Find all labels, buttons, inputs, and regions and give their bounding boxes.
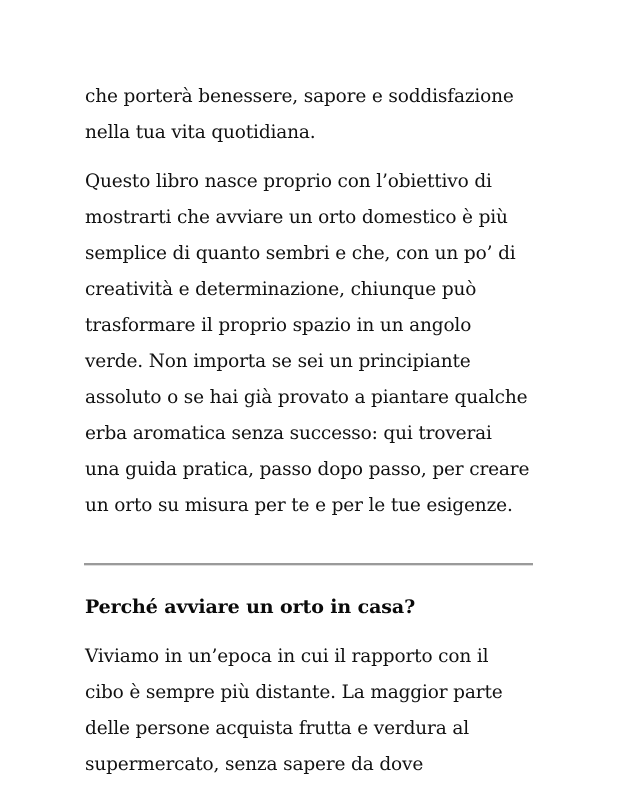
purpose-paragraph [85,164,545,524]
text-line: mostrarti che avviare un orto domestico è più [85,207,508,228]
text-line: Viviamo in un’epoca in cui il rapporto con il [85,646,489,667]
text-line: verde. Non importa se sei un principiante [85,351,471,372]
text-line: che porterà benessere, sapore e soddisfazione [85,86,514,107]
text-line: trasformare il proprio spazio in un angolo [85,315,472,336]
text-line: cibo è sempre più distante. La maggior parte [85,682,503,703]
text-line: un orto su misura per te e per le tue esigenze. [85,495,513,516]
text-line: erba aromatica senza successo: qui troverai [85,423,492,444]
text-line: assoluto o se hai già provato a piantare qualche [85,387,528,408]
text-line: Questo libro nasce proprio con l’obiettivo di [85,171,492,192]
section-paragraph [85,639,545,783]
section-divider [84,563,533,566]
text-line: una guida pratica, passo dopo passo, per creare [85,459,530,480]
text-line: delle persone acquista frutta e verdura al [85,718,469,739]
section-heading: Perché avviare un orto in casa? [85,596,416,618]
text-line: nella tua vita quotidiana. [85,122,316,143]
intro-paragraph-end [85,79,545,151]
text-line: supermercato, senza sapere da dove [85,754,424,775]
text-line: creatività e determinazione, chiunque può [85,279,477,300]
text-line: semplice di quanto sembri e che, con un po’ di [85,243,516,264]
